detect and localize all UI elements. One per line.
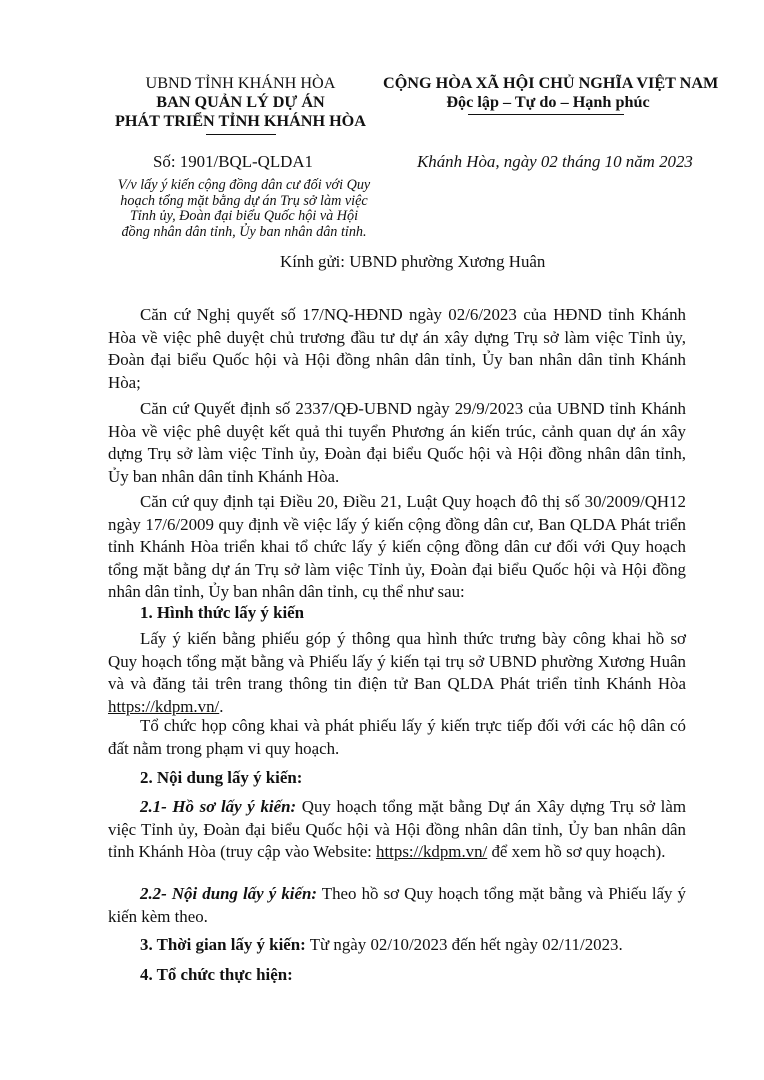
subject-line: V/v lấy ý kiến cộng đồng dân cư đối với Quy — [117, 177, 371, 193]
subsection-2-1-end: để xem hồ sơ quy hoạch). — [487, 842, 666, 862]
agency-parent: UBND TỈNH KHÁNH HÒA — [145, 74, 336, 92]
website-link-2[interactable]: https://kdpm.vn/ — [376, 842, 488, 862]
recipient: Kính gửi: UBND phường Xương Huân — [280, 252, 546, 271]
agency-name-line1: BAN QUẢN LÝ DỰ ÁN — [156, 93, 325, 111]
subject-line: đồng nhân dân tỉnh, Ủy ban nhân dân tỉnh. — [121, 223, 367, 240]
paragraph-form — [108, 628, 686, 718]
section-1-heading: 1. Hình thức lấy ý kiến — [140, 603, 305, 622]
paragraph-form-end: . — [219, 696, 224, 716]
agency-header — [108, 74, 373, 131]
section-3-heading: 3. Thời gian lấy ý kiến: — [140, 935, 306, 954]
section-3-text: Từ ngày 02/10/2023 đến hết ngày 02/11/2023. — [305, 935, 623, 954]
paragraph-basis-1: Căn cứ Nghị quyết số 17/NQ-HĐND ngày 02/6/2023 của HĐND tỉnh Khánh Hòa về việc phê duyệt chủ trương đầu tư dự án xây dựng Trụ sở làm việc Tỉnh ủy, Đoàn đại biểu Quốc hội và Hội đồng nhân dân tỉnh, Ủy ban nhân dân tỉnh Khánh Hòa; — [108, 305, 686, 392]
subsection-2-1-text: Quy hoạch tổng mặt bằng Dự án Xây dựng Trụ sở làm việc Tỉnh ủy, Đoàn đại biểu Quốc hội và Hội đồng nhân dân tỉnh, Ủy ban nhân dân tỉnh Khánh Hòa (truy cập vào Website: — [108, 797, 687, 862]
subsection-2-2-label: 2.2- Nội dung lấy ý kiến: — [140, 884, 317, 903]
paragraph-meeting: Tổ chức họp công khai và phát phiếu lấy ý kiến trực tiếp đối với các hộ dân có đất nằm trong phạm vi quy hoạch. — [108, 716, 686, 758]
national-header — [383, 74, 719, 112]
paragraph-2-2 — [108, 883, 686, 928]
subsection-2-1-label: 2.1- Hồ sơ lấy ý kiến: — [140, 797, 297, 816]
paragraph-basis-3: Căn cứ quy định tại Điều 20, Điều 21, Luật Quy hoạch đô thị số 30/2009/QH12 ngày 17/6/2009 quy định về việc lấy ý kiến cộng đồng dân cư, Ban QLDA Phát triển tỉnh Khánh Hòa triển khai tổ chức lấy ý kiến cộng đồng dân cư đối với Quy hoạch tổng mặt bằng dự án Trụ sở làm việc Tỉnh ủy, Đoàn đại biểu Quốc hội và Hội đồng nhân dân tỉnh, Ủy ban nhân dân tỉnh, cụ thể như sau: — [108, 492, 686, 602]
section-4-heading: 4. Tổ chức thực hiện: — [140, 965, 293, 984]
paragraph-form-text: Lấy ý kiến bằng phiếu góp ý thông qua hình thức trưng bày công khai hồ sơ Quy hoạch tổng mặt bằng và Phiếu lấy ý kiến tại trụ sở UBND phường Xương Huân và và đăng tải trên trang thông tin điện tử Ban QLDA Phát triển tỉnh Khánh Hòa — [108, 629, 686, 694]
subject-line: hoạch tổng mặt bằng dự án Trụ sở làm việc — [120, 192, 368, 209]
paragraph-basis-2: Căn cứ Quyết định số 2337/QĐ-UBND ngày 29/9/2023 của UBND tỉnh Khánh Hòa về việc phê duyệt kết quả thi tuyển Phương án kiến trúc, cảnh quan dự án xây dựng Trụ sở làm việc Tỉnh ủy, Đoàn đại biểu Quốc hội và Hội đồng nhân dân tỉnh, Ủy ban nhân dân tỉnh Khánh Hòa. — [108, 399, 686, 486]
section-2-heading: 2. Nội dung lấy ý kiến: — [140, 768, 303, 787]
document-number: Số: 1901/BQL-QLDA1 — [153, 152, 313, 171]
website-link[interactable]: https://kdpm.vn/ — [108, 696, 220, 716]
agency-name-line2: PHÁT TRIỂN TỈNH KHÁNH HÒA — [115, 112, 366, 130]
subject-line: Tỉnh ủy, Đoàn đại biểu Quốc hội và Hội — [129, 208, 359, 224]
place-date: Khánh Hòa, ngày 02 tháng 10 năm 2023 — [417, 152, 693, 171]
subject-block — [99, 178, 389, 240]
agency-underline — [206, 134, 276, 135]
paragraph-time — [108, 934, 686, 957]
motto-underline — [468, 114, 624, 115]
paragraph-2-1 — [108, 796, 686, 864]
national-title: CỘNG HÒA XÃ HỘI CHỦ NGHĨA VIỆT NAM — [383, 74, 719, 92]
subsection-2-2-text: Theo hồ sơ Quy hoạch tổng mặt bằng và Phiếu lấy ý kiến kèm theo. — [108, 884, 686, 926]
national-motto: Độc lập – Tự do – Hạnh phúc — [446, 93, 650, 111]
